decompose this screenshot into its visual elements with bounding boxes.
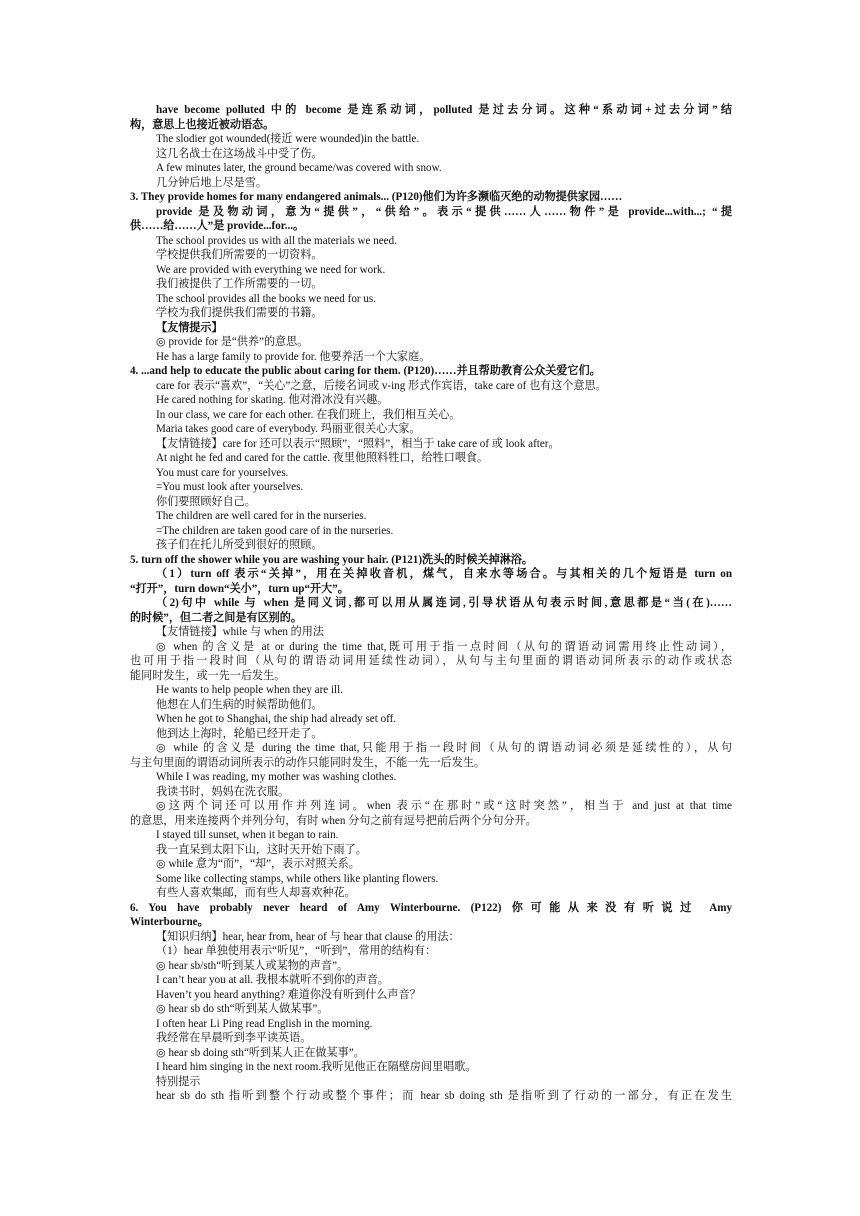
text-line: 这几名战士在这场战斗中受了伤。 bbox=[156, 147, 323, 160]
text-line: He has a large family to provide for. 他要养活一个大家庭。 bbox=[156, 350, 431, 363]
text-line: I can’t hear you at all. 我根本就听不到你的声音。 bbox=[156, 974, 390, 986]
text-line: ◎ hear sb doing sth“听到某人正在做某事”。 bbox=[156, 1046, 365, 1059]
text-line: You must care for yourselves. bbox=[156, 466, 289, 479]
text-line: 几分钟后地上尽是雪。 bbox=[156, 176, 267, 189]
text-line: have become polluted 中的 become 是连系动词，polluted 是过去分词。这种“系动词+过去分词”结 bbox=[156, 104, 732, 116]
text-line: 他到达上海时，轮船已经开走了。 bbox=[156, 727, 323, 740]
text-line: 的时候”，但二者之间是有区别的。 bbox=[130, 611, 302, 624]
text-line: 与主句里面的谓语动词所表示的动作只能同时发生，不能一先一后发生。 bbox=[130, 756, 486, 769]
text-line: I stayed till sunset, when it began to rain. bbox=[156, 829, 339, 841]
text-line: 我一直呆到太阳下山，这时天开始下雨了。 bbox=[156, 843, 367, 856]
text-line: The school provides all the books we need for us. bbox=[156, 292, 376, 305]
text-line: When he got to Shanghai, the ship had already set off. bbox=[156, 713, 397, 725]
text-line: （1）turn off 表示“关掉”，用在关掉收音机，煤气，自来水等场合。与其相关的几个短语是 turn on bbox=[156, 568, 732, 580]
text-line: Haven’t you heard anything? 难道你没有听到什么声音？ bbox=[156, 988, 421, 1001]
text-line: hear sb do sth 指听到整个行动或整个事件；而 hear sb doing sth 是指听到了行动的一部分，有正在发生 bbox=[156, 1090, 732, 1102]
text-line: I heard him singing in the next room.我听见他正在隔壁房间里唱歌。 bbox=[156, 1061, 477, 1073]
text-line: 学校提供我们所需要的一切资料。 bbox=[156, 249, 323, 261]
text-line: He wants to help people when they are ill. bbox=[156, 684, 343, 696]
text-line: ◎ hear sb/sth“听到某人或某物的声音”。 bbox=[156, 959, 349, 972]
text-line: 我经常在早晨听到李平读英语。 bbox=[156, 1032, 312, 1044]
text-line: 孩子们在托儿所受到很好的照顾。 bbox=[156, 539, 323, 551]
text-line: The school provides us with all the materials we need. bbox=[156, 234, 397, 247]
text-line: 6. You have probably never heard of Amy Winterbourne. (P122) 你可能从来没有听说过 Amy bbox=[130, 901, 732, 914]
text-line: （2)句中 while 与 when 是同义词,都可以用从属连词,引导状语从句表示时间,意思都是“当(在)…… bbox=[156, 597, 732, 609]
text-line: 【友情链接】while 与 when 的用法 bbox=[156, 626, 324, 638]
text-line: In our class, we care for each other. 在我们班上，我们相互关心。 bbox=[156, 408, 461, 421]
text-line: care for 表示“喜欢”，“关心”之意，后接名词或 v-ing 形式作宾语，take care of 也有这个意思。 bbox=[156, 379, 607, 392]
text-line: The children are well cared for in the nurseries. bbox=[156, 510, 367, 522]
text-line: =The children are taken good care of in the nurseries. bbox=[156, 524, 394, 537]
text-line: ◎ provide for 是“供养”的意思。 bbox=[156, 336, 309, 348]
text-line: ◎这两个词还可以用作并列连词。when 表示“在那时”或“这时突然”，相当于 and just at that time bbox=[156, 800, 732, 812]
text-line: （1）hear 单独使用表示“听见”，“听到”，常用的结构有： bbox=[156, 945, 437, 957]
text-line: =You must look after yourselves. bbox=[156, 481, 304, 493]
document-page bbox=[130, 103, 732, 1104]
text-line: ◎ while 的含义是 during the time that,只能用于指一段时间（从句的谓语动词必须是延续性的），从句 bbox=[156, 742, 732, 754]
text-line: ◎ hear sb do sth“听到某人做某事”。 bbox=[156, 1003, 329, 1015]
text-line: 我读书时，妈妈在洗衣服。 bbox=[156, 785, 290, 798]
text-line: 学校为我们提供我们需要的书籍。 bbox=[156, 307, 323, 319]
text-line: A few minutes later, the ground became/was covered with snow. bbox=[156, 162, 442, 174]
text-line: 也可用于指一段时间（从句的谓语动词用延续性动词），从句与主句里面的谓语动词所表示的动作或状态 bbox=[130, 655, 732, 667]
text-line: I often hear Li Ping read English in the morning. bbox=[156, 1017, 373, 1030]
text-line: provide 是及物动词，意为“提供”，“供给”。表示“提供……人……物件”是 provide...with...; “提 bbox=[156, 205, 732, 218]
text-line: He cared nothing for skating. 他对滑冰没有兴趣。 bbox=[156, 394, 389, 406]
text-line: 特别提示 bbox=[156, 1075, 201, 1088]
text-line: 【知识归纳】hear, hear from, hear of 与 hear that clause 的用法： bbox=[156, 930, 460, 943]
text-line: 【友情链接】care for 还可以表示“照顾”，“照料”，相当于 take care of 或 look after。 bbox=[156, 437, 560, 450]
text-line: The slodier got wounded(接近 were wounded)in the battle. bbox=[156, 133, 420, 145]
text-line: 4. ...and help to educate the public about caring for them. (P120)……并且帮助教育公众关爱它们。 bbox=[130, 365, 601, 377]
text-line: 有些人喜欢集邮，而有些人却喜欢种花。 bbox=[156, 887, 356, 899]
text-line: 供……给……人”是 provide...for...。 bbox=[130, 220, 305, 232]
text-line: At night he fed and cared for the cattle. 夜里他照料牲口，给牲口喂食。 bbox=[156, 452, 489, 464]
text-line: Maria takes good care of everybody. 玛丽亚很关心大家。 bbox=[156, 423, 421, 435]
text-line: 他想在人们生病的时候帮助他们。 bbox=[156, 698, 323, 711]
text-line: Some like collecting stamps, while others like planting flowers. bbox=[156, 872, 439, 885]
text-line: 我们被提供了工作所需要的一切。 bbox=[156, 278, 323, 290]
text-line: “打开”，turn down“关小”，turn up“开大”。 bbox=[130, 582, 349, 595]
text-line: 能同时发生，或一先一后发生。 bbox=[130, 669, 286, 682]
text-line: 构，意思上也接近被动语态。 bbox=[130, 118, 275, 131]
text-line: Winterbourne。 bbox=[130, 916, 209, 928]
text-line: 3. They provide homes for many endangered animals... (P120)他们为许多濒临灭绝的动物提供家园…… bbox=[130, 191, 623, 203]
text-line: 【友情提示】 bbox=[156, 321, 223, 334]
text-line: 的意思，用来连接两个并列分句，有时 when 分句之前有逗号把前后两个分句分开。 bbox=[130, 814, 537, 827]
text-line: 5. turn off the shower while you are washing your hair. (P121)洗头的时候关掉淋浴。 bbox=[130, 553, 533, 566]
text-line: We are provided with everything we need for work. bbox=[156, 263, 386, 276]
text-line: ◎ while 意为“而”，“却”，表示对照关系。 bbox=[156, 858, 360, 870]
text-line: 你们要照顾好自己。 bbox=[156, 495, 256, 508]
text-line: While I was reading, my mother was washing clothes. bbox=[156, 771, 397, 783]
text-line: ◎ when 的含义是 at or during the time that,既可用于指一点时间（从句的谓语动词需用终止性动词）， bbox=[156, 640, 732, 653]
